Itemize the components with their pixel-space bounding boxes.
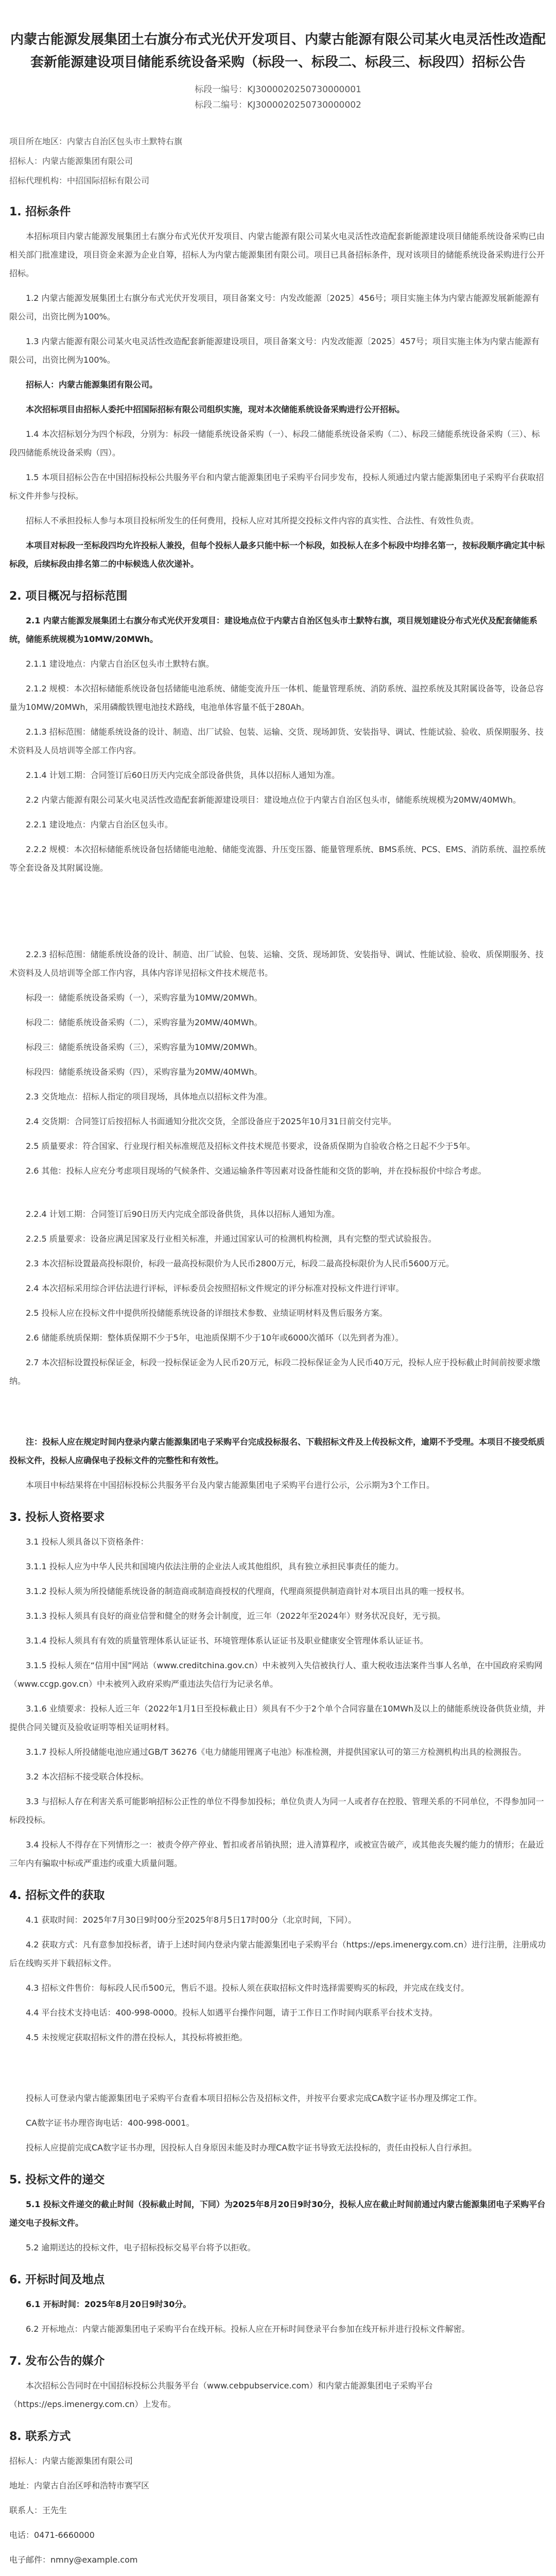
section-heading: 3. 投标人资格要求	[9, 1511, 105, 1524]
section-heading: 7. 发布公告的媒介	[9, 2355, 105, 2368]
section-heading: 4. 招标文件的获取	[9, 1889, 105, 1902]
paragraph: 2.5 质量要求：符合国家、行业现行相关标准规范及招标文件技术规范书要求，设备质保期为自验收合格之日起不少于5年。	[26, 1141, 475, 1151]
paragraph: 本招标项目内蒙古能源发展集团土右旗分布式光伏开发项目、内蒙古能源有限公司某火电灵活性改造配套新能源建设项目储能系统设备采购已由相关部门批准建设，项目资金来源为企业自筹，招标人为内蒙古能源集团有限公司。项目已具备招标条件，现对该项目的储能系统设备采购进行公开招标。	[9, 231, 545, 278]
paragraph: 标段二：储能系统设备采购（二），采购容量为20MW/40MWh。	[26, 1018, 263, 1027]
paragraph: 5.2 逾期送达的投标文件，电子招标投标交易平台将予以拒收。	[26, 2243, 256, 2252]
contact-block	[9, 2452, 547, 2576]
paragraph: 2.2.2 规模：本次招标储能系统设备包括储能电池舱、储能变流器、升压变压器、能量管理系统、BMS系统、PCS、EMS、消防系统、温控系统等全套设备及其附属设施。	[9, 844, 546, 873]
paragraph: 2.2.4 计划工期：合同签订后90日历天内完成全部设备供货，具体以招标人通知为准。	[26, 1209, 340, 1219]
paragraph: 本项目中标结果将在中国招标投标公共服务平台及内蒙古能源集团电子采购平台进行公示，公示期为3个工作日。	[26, 1480, 435, 1490]
bid-code-2: 标段二编号：KJ3000020250730000002	[195, 100, 361, 110]
section-heading: 8. 联系方式	[9, 2430, 71, 2443]
paragraph: 3.1.4 投标人须具有有效的质量管理体系认证证书、环境管理体系认证证书及职业健康安全管理体系认证证书。	[26, 1636, 428, 1646]
section-heading: 2. 项目概况与招标范围	[9, 590, 128, 603]
contact-line: 电子邮件：nmny@example.com	[9, 2555, 138, 2565]
paragraph: 3.1 投标人须具备以下资格条件：	[26, 1537, 149, 1547]
contact-line: 电话：0471-6660000	[9, 2530, 95, 2540]
paragraph: 2.2.1 建设地点：内蒙古自治区包头市。	[26, 820, 173, 829]
paragraph: 2.1.2 规模：本次招标储能系统设备包括储能电池系统、储能变流升压一体机、能量管理系统、消防系统、温控系统及其附属设备等，设备总容量为10MW/20MWh，采用磷酸铁锂电池技术路线，电池单体容量不低于280Ah。	[9, 684, 544, 712]
paragraph: 6.2 开标地点：内蒙古能源集团电子采购平台在线开标。投标人应在开标时间登录平台参加在线开标并进行投标文件解密。	[26, 2324, 470, 2334]
paragraph: 招标人：内蒙古能源集团有限公司。	[26, 380, 158, 389]
paragraph: 5.1 投标文件递交的截止时间（投标截止时间，下同）为2025年8月20日9时30分，投标人应在截止时间前通过内蒙古能源集团电子采购平台递交电子投标文件。	[9, 2199, 546, 2228]
intro-line: 招标代理机构：中招国际招标有限公司	[9, 176, 150, 185]
paragraph: 3.1.2 投标人须为所投储能系统设备的制造商或制造商授权的代理商，代理商须提供制造商针对本项目出具的唯一授权书。	[26, 1586, 470, 1596]
section-heading: 5. 投标文件的递交	[9, 2174, 105, 2187]
paragraph: 4.1 获取时间：2025年7月30日9时00分至2025年8月5日17时00分（北京时间，下同）。	[26, 1915, 357, 1925]
paragraph: 投标人可登录内蒙古能源集团电子采购平台查看本项目招标公告及招标文件，并按平台要求完成CA数字证书办理及绑定工作。	[26, 2093, 482, 2103]
paragraph: 2.7 本次招标设置投标保证金，标段一投标保证金为人民币20万元，标段二投标保证金为人民币40万元，投标人应于投标截止时间前按要求缴纳。	[9, 1358, 541, 1386]
paragraph: 6.1 开标时间：2025年8月20日9时30分。	[26, 2299, 192, 2309]
paragraph: 1.4 本次招标划分为四个标段，分别为：标段一储能系统设备采购（一）、标段二储能系统设备采购（二）、标段三储能系统设备采购（三）、标段四储能系统设备采购（四）。	[9, 429, 540, 457]
paragraph: CA数字证书办理咨询电话：400-998-0001。	[26, 2118, 195, 2128]
bold-note: 注：投标人应在规定时间内登录内蒙古能源集团电子采购平台完成投标报名、下载招标文件及上传投标文件，逾期不予受理。本项目不接受纸质投标文件，投标人应确保电子投标文件的完整性和有效性。	[9, 1437, 545, 1465]
paragraph: 3.1.1 投标人应为中华人民共和国境内依法注册的企业法人或其他组织，具有独立承担民事责任的能力。	[26, 1562, 404, 1571]
paragraph: 3.1.6 业绩要求：投标人近三年（2022年1月1日至投标截止日）须具有不少于2个单个合同容量在10MWh及以上的储能系统设备供货业绩，并提供合同关键页及验收证明等相关证明材料。	[9, 1704, 546, 1732]
paragraph: 4.4 平台技术支持电话：400-998-0000。投标人如遇平台操作问题，请于工作日工作时间内联系平台技术支持。	[26, 2008, 438, 2018]
intro-meta	[9, 133, 547, 189]
contact-line: 联系人：王先生	[9, 2505, 67, 2515]
paragraph: 2.2.5 质量要求：设备应满足国家及行业相关标准，并通过国家认可的检测机构检测，具有完整的型式试验报告。	[26, 1234, 437, 1244]
page	[0, 28, 556, 2576]
paragraph: 招标人不承担投标人参与本项目投标所发生的任何费用，投标人应对其所提交投标文件内容的真实性、合法性、有效性负责。	[26, 516, 479, 526]
paragraph: 2.1.1 建设地点：内蒙古自治区包头市土默特右旗。	[26, 659, 214, 669]
paragraph: 4.5 未按规定获取招标文件的潜在投标人，其投标将被拒绝。	[26, 2032, 248, 2042]
paragraph: 1.3 内蒙古能源有限公司某火电灵活性改造配套新能源建设项目，项目备案文号：内发改能源〔2025〕457号；项目实施主体为内蒙古能源有限公司，出资比例为100%。	[9, 336, 540, 365]
intro-line: 项目所在地区：内蒙古自治区包头市土默特右旗	[9, 137, 183, 146]
paragraph: 2.3 本次招标设置最高投标限价，标段一最高投标限价为人民币2800万元，标段二最高投标限价为人民币5600万元。	[26, 1259, 454, 1268]
paragraph: 2.4 本次招标采用综合评估法进行评标，评标委员会按照招标文件规定的评分标准对投标文件进行评审。	[26, 1283, 404, 1293]
paragraph: 2.4 交货期：合同签订后按招标人书面通知分批次交货，全部设备应于2025年10月31日前交付完毕。	[26, 1116, 396, 1126]
paragraph: 1.5 本项目招标公告在中国招标投标公共服务平台和内蒙古能源集团电子采购平台同步发布，投标人须通过内蒙古能源集团电子采购平台获取招标文件并参与投标。	[9, 472, 544, 501]
paragraph: 本次招标公告同时在中国招标投标公共服务平台（www.cebpubservice.com）和内蒙古能源集团电子采购平台（https://eps.imenergy.com.cn）上发布。	[9, 2381, 433, 2409]
paragraph: 本项目对标段一至标段四均允许投标人兼投，但每个投标人最多只能中标一个标段，如投标人在多个标段中均排名第一，按标段顺序确定其中标标段，后续标段由排名第二的中标候选人依次递补。	[9, 540, 545, 569]
paragraph: 3.2 本次招标不接受联合体投标。	[26, 1772, 149, 1782]
paragraph: 2.2.3 招标范围：储能系统设备的设计、制造、出厂试验、包装、运输、交货、现场卸货、安装指导、调试、性能试验、验收、质保期服务、技术资料及人员培训等全部工作内容，具体内容详见招标文件技术规范书。	[9, 950, 544, 978]
paragraph: 2.1 内蒙古能源发展集团土右旗分布式光伏开发项目：建设地点位于内蒙古自治区包头市土默特右旗，项目规划建设分布式光伏及配套储能系统，储能系统规模为10MW/20MWh。	[9, 616, 537, 644]
paragraph: 2.3 交货地点：招标人指定的项目现场，具体地点以招标文件为准。	[26, 1092, 272, 1101]
paragraph: 4.2 获取方式：凡有意参加投标者，请于上述时间内登录内蒙古能源集团电子采购平台（https://eps.imenergy.com.cn）进行注册，注册成功后在线购买并下载招标文件。	[9, 1940, 546, 1968]
page-title: 内蒙古能源发展集团土右旗分布式光伏开发项目、内蒙古能源有限公司某火电灵活性改造配套新能源建设项目储能系统设备采购（标段一、标段二、标段三、标段四）招标公告	[10, 32, 546, 70]
paragraph: 2.1.4 计划工期：合同签订后60日历天内完成全部设备供货，具体以招标人通知为准。	[26, 770, 340, 780]
paragraph: 1.2 内蒙古能源发展集团土右旗分布式光伏开发项目，项目备案文号：内发改能源〔2025〕456号；项目实施主体为内蒙古能源发展新能源有限公司，出资比例为100%。	[9, 293, 540, 321]
paragraph: 2.6 储能系统质保期：整体质保期不少于5年，电池质保期不少于10年或6000次循环（以先到者为准）。	[26, 1333, 404, 1343]
paragraph: 2.2 内蒙古能源有限公司某火电灵活性改造配套新能源建设项目：建设地点位于内蒙古自治区包头市，储能系统规模为20MW/40MWh。	[26, 795, 522, 805]
paragraph: 本次招标项目由招标人委托中招国际招标有限公司组织实施，现对本次储能系统设备采购进行公开招标。	[26, 404, 405, 414]
paragraph: 3.4 投标人不得存在下列情形之一：被责令停产停业、暂扣或者吊销执照；进入清算程序，或被宣告破产，或其他丧失履约能力的情形；在最近三年内有骗取中标或严重违约或重大质量问题。	[9, 1840, 544, 1868]
paragraph: 标段三：储能系统设备采购（三），采购容量为10MW/20MWh。	[26, 1042, 263, 1052]
paragraph: 投标人应提前完成CA数字证书办理，因投标人自身原因未能及时办理CA数字证书导致无法投标的，责任由投标人自行承担。	[26, 2143, 477, 2153]
intro-line: 招标人：内蒙古能源集团有限公司	[9, 156, 133, 166]
paragraph: 2.6 其他：投标人应充分考虑项目现场的气候条件、交通运输条件等因素对设备性能和交货的影响，并在投标报价中综合考虑。	[26, 1166, 486, 1176]
section-heading: 6. 开标时间及地点	[9, 2274, 105, 2286]
document-body	[0, 28, 556, 2576]
paragraph: 3.3 与招标人存在利害关系可能影响招标公正性的单位不得参加投标；单位负责人为同一人或者存在控股、管理关系的不同单位，不得参加同一标段投标。	[9, 1797, 544, 1825]
contact-line: 地址：内蒙古自治区呼和浩特市赛罕区	[9, 2481, 150, 2490]
bid-code-1: 标段一编号：KJ3000020250730000001	[195, 84, 361, 95]
paragraph: 4.3 招标文件售价：每标段人民币500元，售后不退。投标人须在获取招标文件时选择需要购买的标段，并完成在线支付。	[26, 1983, 470, 1993]
paragraph: 标段四：储能系统设备采购（四），采购容量为20MW/40MWh。	[26, 1067, 263, 1077]
paragraph: 3.1.7 投标人所投储能电池应通过GB/T 36276《电力储能用锂离子电池》标准检测，并提供国家认可的第三方检测机构出具的检测报告。	[26, 1747, 527, 1757]
paragraph: 标段一：储能系统设备采购（一），采购容量为10MW/20MWh。	[26, 993, 263, 1003]
paragraph: 3.1.5 投标人须在“信用中国”网站（www.creditchina.gov.cn）中未被列入失信被执行人、重大税收违法案件当事人名单，在中国政府采购网（www.ccgp.gov.cn）中未被列入政府采购严重违法失信行为记录名单。	[9, 1660, 543, 1689]
paragraph: 2.1.3 招标范围：储能系统设备的设计、制造、出厂试验、包装、运输、交货、现场卸货、安装指导、调试、性能试验、验收、质保期服务、技术资料及人员培训等全部工作内容。	[9, 727, 544, 755]
section-heading: 1. 招标条件	[9, 206, 71, 218]
paragraph: 2.5 投标人应在投标文件中提供所投储能系统设备的详细技术参数、业绩证明材料及售后服务方案。	[26, 1308, 388, 1318]
paragraph: 3.1.3 投标人须具有良好的商业信誉和健全的财务会计制度，近三年（2022年至2024年）财务状况良好，无亏损。	[26, 1611, 446, 1621]
contact-line: 招标人：内蒙古能源集团有限公司	[9, 2456, 133, 2466]
